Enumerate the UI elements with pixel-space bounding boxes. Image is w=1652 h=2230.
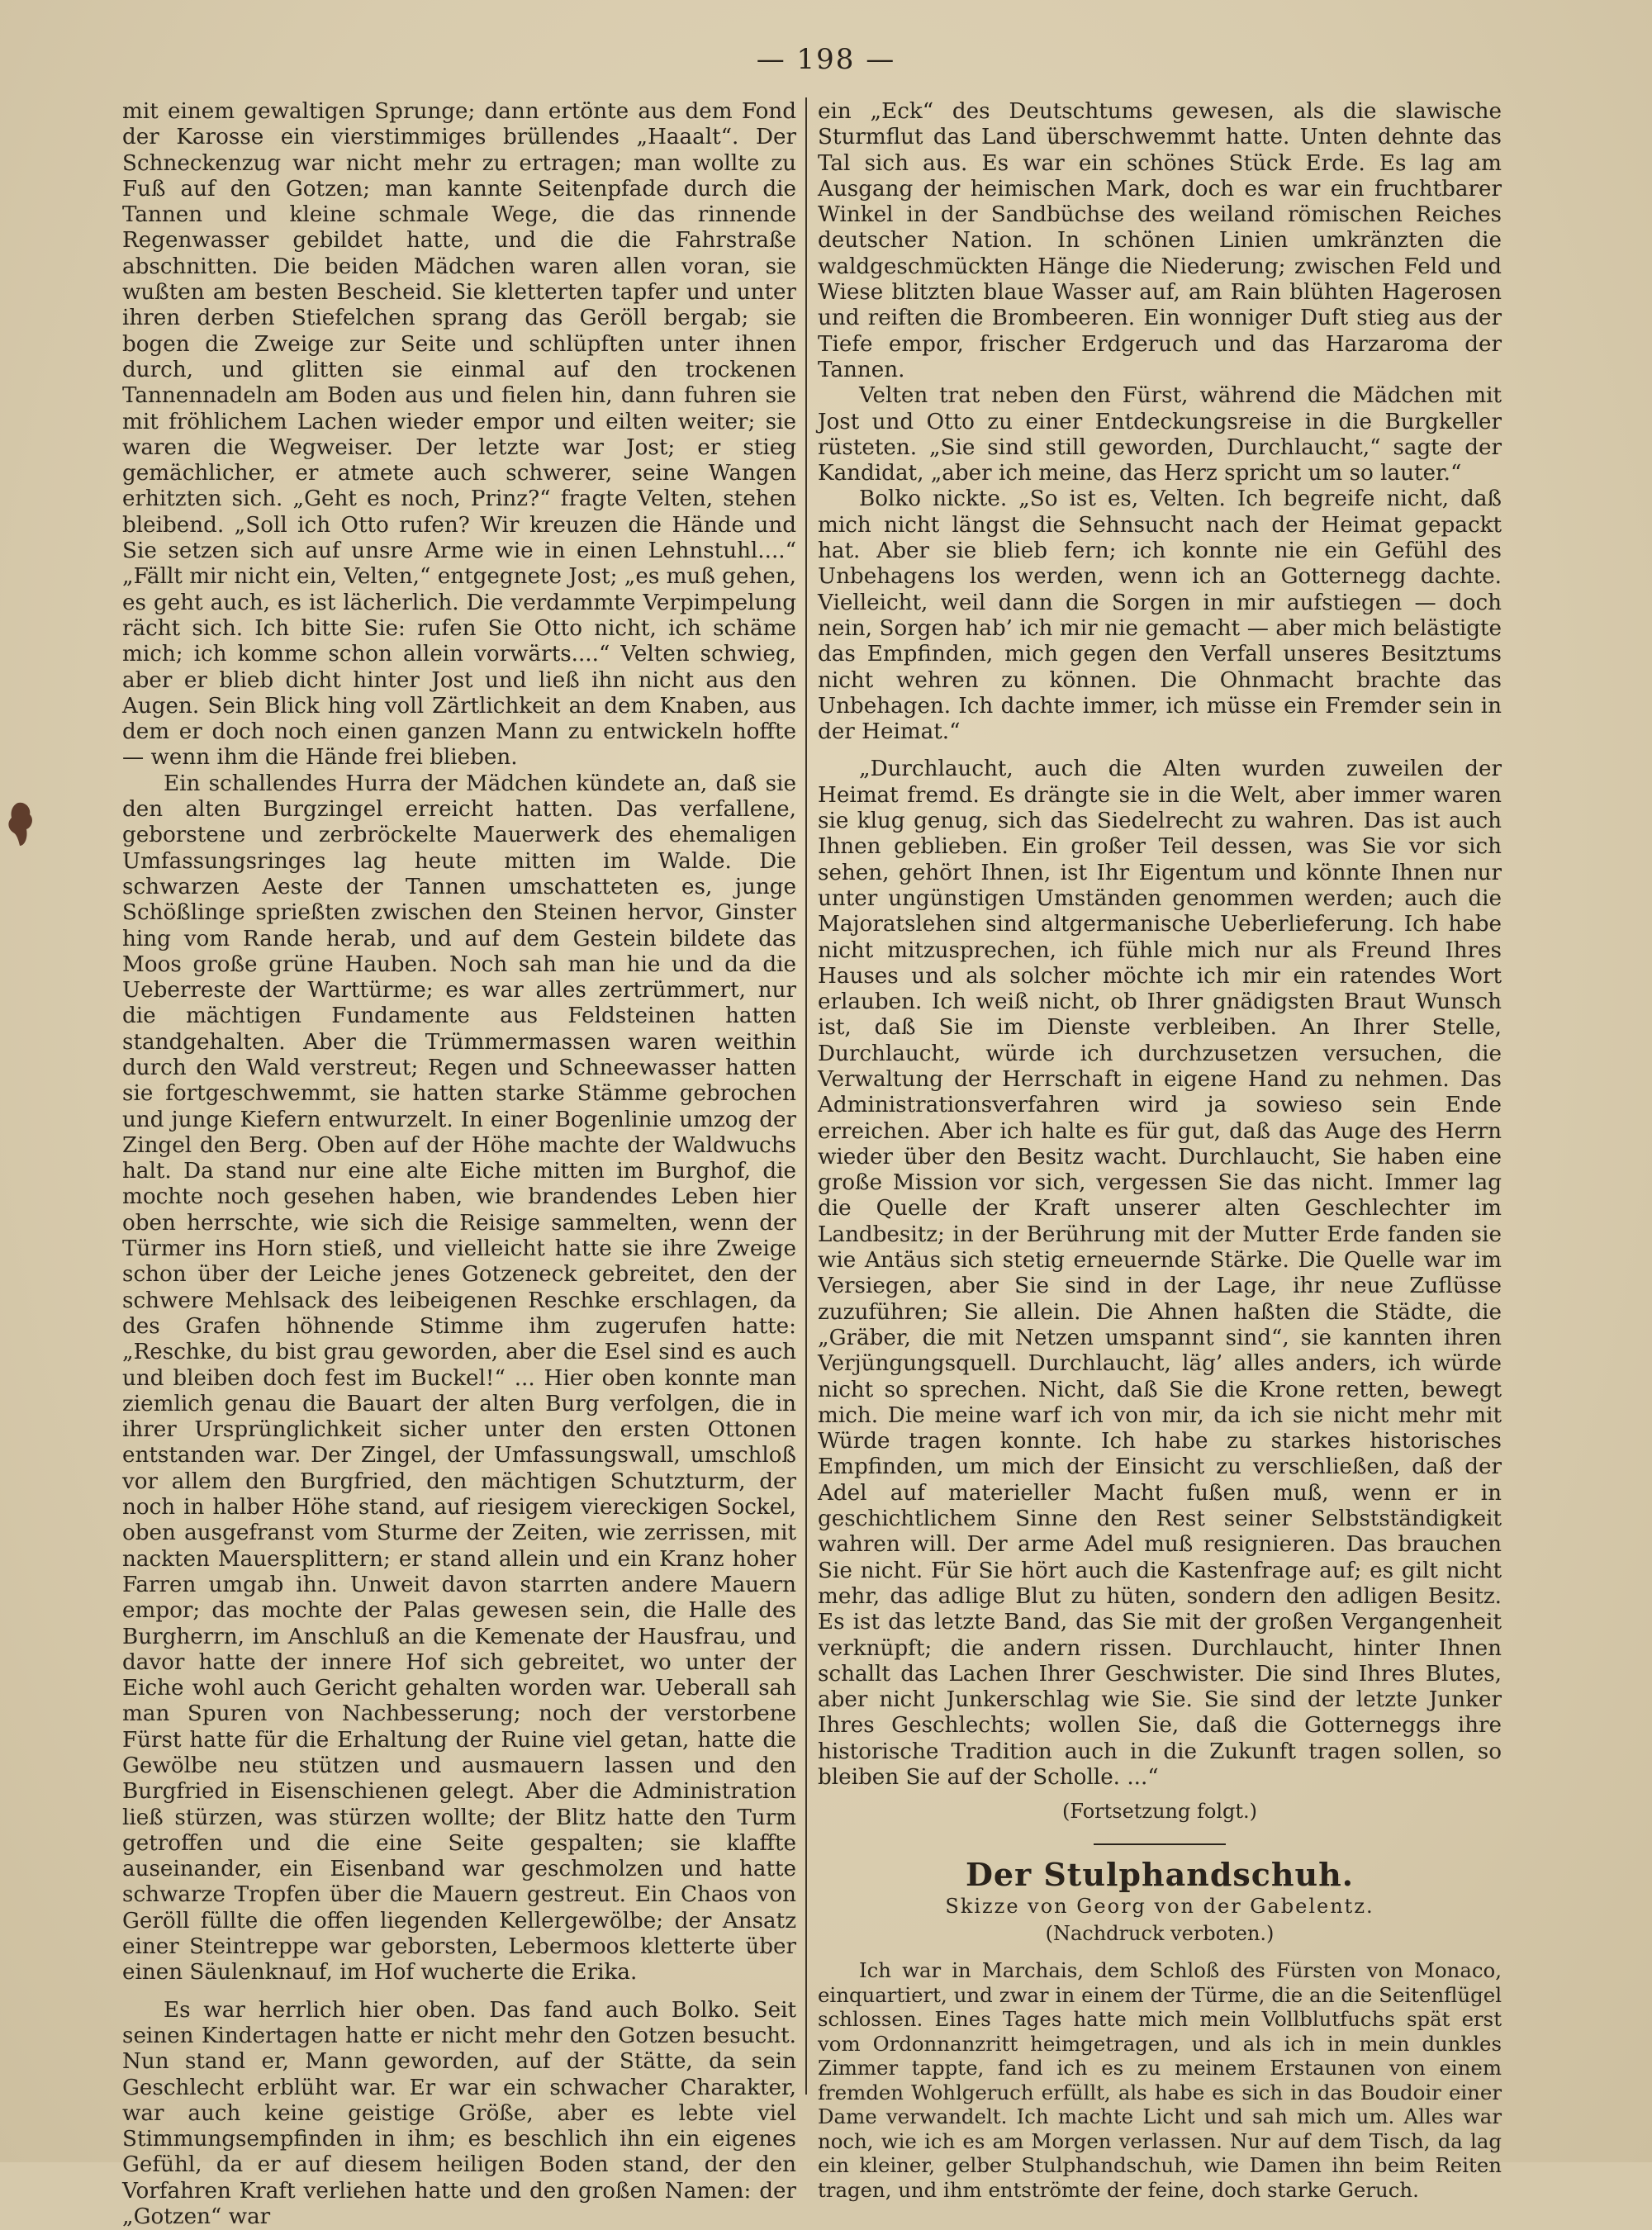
page-number: — 198 — [756,43,896,76]
column-divider [805,97,807,2095]
left-column [122,99,796,2230]
paragraph: Es war herrlich hier oben. Das fand auch Bolko. Seit seinen Kindertagen hatte er nicht mehr den Gotzen besucht. Nun stand er, Mann geworden, auf der Stätte, da sein Geschlecht erblüht war. Er war ein schwacher Charakter, war auch keine geistige Größe, aber es lebte viel Stimmungsempfinden in ihm; es beschlich ihn ein eigenes Gefühl, da er auf diesem heiligen Boden stand, der den Vorfahren Kraft verliehen hatte und den großen Namen: der „Gotzen“ war [122,1997,796,2230]
story-body [818,1958,1502,2202]
paragraph: Bolko nickte. „So ist es, Velten. Ich begreife nicht, daß mich nicht längst die Sehnsucht nach der Heimat gepackt hat. Aber sie blieb fern; ich konnte nie ein Gefühl des Unbehagens los werden, wenn ich an Gotternegg dachte. Vielleicht, weil dann die Sorgen in mir aufstiegen — doch nein, Sorgen hab’ ich mir nie gemacht — aber mich belästigte das Empfinden, mich gegen den Verfall unseres Besitztums nicht wehren zu können. Die Ohnmacht brachte das Unbehagen. Ich dachte immer, ich müsse ein Fremder sein in der Heimat.“ [818,486,1502,745]
right-column [818,99,1502,2202]
section-divider [1094,1843,1226,1845]
story-byline: Skizze von Georg von der Gabelentz. [945,1894,1374,1918]
paragraph: Ein schallendes Hurra der Mädchen kündete an, daß sie den alten Burgzingel erreicht hatten. Das verfallene, geborstene und zerbröckelte Mauerwerk des ehemaligen Umfassungsringes lag heute mitten im Walde. Die schwarzen Aeste der Tannen umschatteten es, junge Schößlinge sprießten zwischen den Steinen hervor, Ginster hing vom Rande herab, und auf dem Gestein bildete das Moos große grüne Hauben. Noch sah man hie und da die Ueberreste der Warttürme; es war alles zertrümmert, nur die mächtigen Fundamente aus Feldsteinen hatten standgehalten. Aber die Trümmermassen waren weithin durch den Wald verstreut; Regen und Schneewasser hatten sie fortgeschwemmt, sie hatten starke Stämme gebrochen und junge Kiefern entwurzelt. In einer Bogenlinie umzog der Zingel den Berg. Oben auf der Höhe machte der Waldwuchs halt. Da stand nur eine alte Eiche mitten im Burghof, die mochte noch gesehen haben, wie brandendes Leben hier oben herrschte, wie sich die Reisige sammelten, wenn der Türmer ins Horn stieß, und vielleicht hatte sie ihre Zweige schon über der Leiche jenes Gotzeneck gebreitet, den der schwere Mehlsack des leibeigenen Reschke erschlagen, da des Grafen höhnende Stimme ihm zugerufen hatte: „Reschke, du bist grau geworden, aber die Esel sind es auch und bleiben doch fest im Buckel!“ ... Hier oben konnte man ziemlich genau die Bauart der alten Burg verfolgen, die in ihrer Ursprünglichkeit sicher unter den ersten Ottonen entstanden war. Der Zingel, der Umfassungswall, umschloß vor allem den Burgfried, den mächtigen Schutzturm, der noch in halber Höhe stand, auf riesigem viereckigen Sockel, oben ausgefranst vom Sturme der Zeiten, wie zerrissen, mit nackten Mauersplittern; er stand allein und ein Kranz hoher Farren umgab ihn. Unweit davon starrten andere Mauern empor; das mochte der Palas gewesen sein, die Halle des Burgherrn, im Anschluß an die Kemenate der Hausfrau, und davor hatte der innere Hof sich gebreitet, wo unter der Eiche wohl auch Gericht gehalten worden war. Ueberall sah man Spuren von Nachbesserung; noch der verstorbene Fürst hatte für die Erhaltung der Ruine viel getan, hatte die Gewölbe neu stützen und ausmauern lassen und den Burgfried in Eisenschienen gelegt. Aber die Administration ließ stürzen, was stürzen wollte; der Blitz hatte den Turm getroffen und die eine Seite gespalten; sie klaffte auseinander, ein Eisenband war geschmolzen und hatte schwarze Tropfen über die Mauern gestreut. Ein Chaos von Geröll füllte die offen liegenden Kellergewölbe; der Ansatz einer Steintreppe war geborsten, Lebermoos kletterte über einen Säulenknauf, im Hof wucherte die Erika. [122,771,796,1986]
paragraph: „Durchlaucht, auch die Alten wurden zuweilen der Heimat fremd. Es drängte sie in die Welt, aber immer waren sie klug genug, sich das Siedelrecht zu wahren. Das ist auch Ihnen geblieben. Ein großer Teil dessen, was Sie vor sich sehen, gehört Ihnen, ist Ihr Eigentum und könnte Ihnen nur unter ungünstigen Umständen genommen werden; auch die Majoratslehen sind altgermanische Ueberlieferung. Ich habe nicht mitzusprechen, ich fühle mich nur als Freund Ihres Hauses und als solcher möchte ich mir ein ratendes Wort erlauben. Ich weiß nicht, ob Ihrer gnädigsten Braut Wunsch ist, daß Sie im Dienste verbleiben. An Ihrer Stelle, Durchlaucht, würde ich durchzusetzen versuchen, die Verwaltung der Herrschaft in eigene Hand zu nehmen. Das Administrationsverfahren wird ja sowieso sein Ende erreichen. Aber ich halte es für gut, daß das Auge des Herrn wieder über den Besitz wacht. Durchlaucht, Sie haben eine große Mission vor sich, vergessen Sie das nicht. Immer lag die Quelle der Kraft unserer alten Geschlechter im Landbesitz; in der Berührung mit der Mutter Erde fanden sie wie Antäus sich stetig erneuernde Stärke. Die Quelle war im Versiegen, aber Sie sind in der Lage, ihr neue Zuflüsse zuzuführen; Sie allein. Die Ahnen haßten die Städte, die „Gräber, die mit Netzen umspannt sind“, sie kannten ihren Verjüngungsquell. Durchlaucht, läg’ alles anders, ich würde nicht so sprechen. Nicht, daß Sie die Krone retten, bewegt mich. Die meine warf ich von mir, da ich sie nicht mehr mit Würde tragen konnte. Ich habe zu starkes historisches Empfinden, um mich der Einsicht zu verschließen, daß der Adel auf materieller Macht fußen muß, wenn er in geschichtlichem Sinne den Rest seiner Selbstständigkeit wahren will. Der arme Adel muß resignieren. Das brauchen Sie nicht. Für Sie hört auch die Kastenfrage auf; es gilt nicht mehr, das adlige Blut zu hüten, sondern den adligen Besitz. Es ist das letzte Band, das Sie mit der großen Vergangenheit verknüpft; die andern rissen. Durchlaucht, hinter Ihnen schallt das Lachen Ihrer Geschwister. Die sind Ihres Blutes, aber nicht Junkerschlag wie Sie. Sie sind der letzte Junker Ihres Geschlechts; wollen Sie, daß die Gotterneggs ihre historische Tradition auch in die Zukunft tragen sollen, so bleiben Sie auf der Scholle. ...“ [818,757,1502,1790]
continuation-note: (Fortsetzung folgt.) [1062,1800,1257,1824]
ink-stain-icon [7,799,35,849]
paragraph: mit einem gewaltigen Sprunge; dann ertönte aus dem Fond der Karosse ein vierstimmiges brüllendes „Haaalt“. Der Schneckenzug war nicht mehr zu ertragen; man wollte zu Fuß auf den Gotzen; man kannte Seitenpfade durch die Tannen und kleine schmale Wege, die das rinnende Regenwasser gebildet hatte, und die die Fahrstraße abschnitten. Die beiden Mädchen waren allen voran, sie wußten am besten Bescheid. Sie kletterten tapfer und unter ihren derben Stiefelchen sprang das Geröll bergab; sie bogen die Zweige zur Seite und schlüpften unter ihnen durch, und glitten sie einmal auf den trockenen Tannennadeln am Boden aus und fielen hin, dann fuhren sie mit fröhlichem Lachen wieder empor und eilten weiter; sie waren die Wegweiser. Der letzte war Jost; er stieg gemächlicher, er atmete auch schwerer, seine Wangen erhitzten sich. „Geht es noch, Prinz?“ fragte Velten, stehen bleibend. „Soll ich Otto rufen? Wir kreuzen die Hände und Sie setzen sich auf unsre Arme wie in einen Lehnstuhl....“ „Fällt mir nicht ein, Velten,“ entgegnete Jost; „es muß gehen, es geht auch, es ist lächerlich. Die verdammte Verpimpelung rächt sich. Ich bitte Sie: rufen Sie Otto nicht, ich schäme mich; ich komme schon allein vorwärts....“ Velten schwieg, aber er blieb dicht hinter Jost und ließ ihn nicht aus den Augen. Sein Blick hing voll Zärtlichkeit an dem Knaben, aus dem er doch noch einen ganzen Mann zu entwickeln hoffte — wenn ihm die Hände frei blieben. [122,99,796,771]
paragraph: ein „Eck“ des Deutschtums gewesen, als die slawische Sturmflut das Land überschwemmt hatte. Unten dehnte das Tal sich aus. Es war ein schönes Stück Erde. Es lag am Ausgang der heimischen Mark, doch es war ein fruchtbarer Winkel in der Sandbüchse des weiland römischen Reiches deutscher Nation. In schönen Linien umkränzten die waldgeschmückten Hänge die Niederung; zwischen Feld und Wiese blitzten blaue Wasser auf, am Rain blühten Hagerosen und reiften die Brombeeren. Ein wonniger Duft stieg aus der Tiefe empor, frischer Erdgeruch und das Harzaroma der Tannen. [818,99,1502,382]
paragraph: Ich war in Marchais, dem Schloß des Fürsten von Monaco, einquartiert, und zwar in einem der Türme, die an die Seitenflügel schlossen. Eines Tages hatte mich mein Vollblutfuchs spät erst vom Ordonnanzritt heimgetragen, und als ich in mein dunkles Zimmer tappte, fand ich es zu meinem Erstaunen von einem fremden Wohlgeruch erfüllt, als habe es sich in das Boudoir einer Dame verwandelt. Ich machte Licht und sah mich um. Alles war noch, wie ich es am Morgen verlassen. Nur auf dem Tisch, da lag ein kleiner, gelber Stulphandschuh, wie Damen ihn beim Reiten tragen, und ihm entströmte der feine, doch starke Geruch. [818,1958,1502,2202]
story-title: Der Stulphandschuh. [965,1855,1355,1893]
paragraph: Velten trat neben den Fürst, während die Mädchen mit Jost und Otto zu einer Entdeckungsreise in die Burgkeller rüsteten. „Sie sind still geworden, Durchlaucht,“ sagte der Kandidat, „aber ich meine, das Herz spricht um so lauter.“ [818,383,1502,486]
reprint-notice: (Nachdruck verboten.) [1045,1922,1275,1946]
